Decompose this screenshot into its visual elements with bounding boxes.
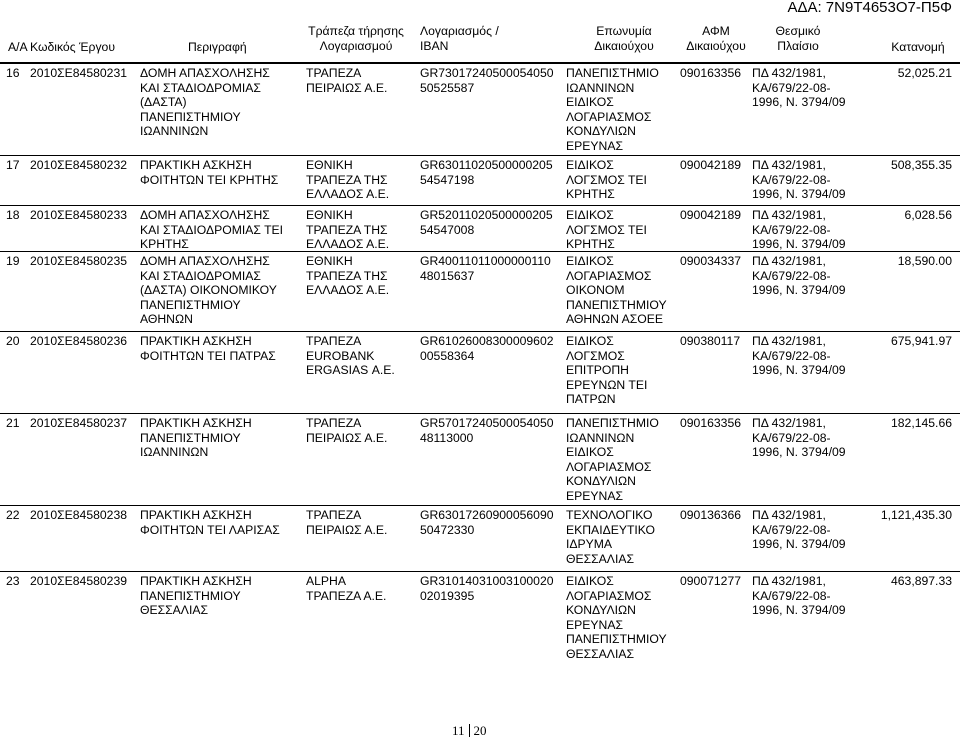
cell-code: 2010ΣΕ84580231 (30, 66, 128, 80)
cell-amount: 18,590.00 (897, 254, 952, 268)
cell-afm: 090042189 (680, 158, 742, 172)
row-divider (0, 205, 960, 206)
cell-code: 2010ΣΕ84580238 (30, 508, 128, 522)
cell-aa: 22 (6, 508, 20, 522)
cell-legal: ΠΔ 432/1981, ΚΑ/679/22-08- 1996, Ν. 3794/09 (752, 254, 846, 298)
row-divider (0, 251, 960, 252)
cell-afm: 090380117 (680, 334, 741, 348)
cell-amount: 52,025.21 (897, 66, 952, 80)
cell-legal: ΠΔ 432/1981, ΚΑ/679/22-08- 1996, Ν. 3794/09 (752, 334, 846, 378)
header-desc: Περιγραφή (188, 40, 247, 54)
cell-desc: ΠΡΑΚΤΙΚΗ ΑΣΚΗΣΗ ΦΟΙΤΗΤΩΝ ΤΕΙ ΚΡΗΤΗΣ (140, 158, 279, 187)
cell-afm: 090034337 (680, 254, 742, 268)
page-footer (452, 724, 487, 739)
cell-iban: GR63011020500000205 54547198 (420, 158, 553, 187)
cell-aa: 21 (6, 416, 20, 430)
cell-amount: 675,941.97 (891, 334, 952, 348)
cell-iban: GR52011020500000205 54547008 (420, 208, 553, 237)
cell-code: 2010ΣΕ84580235 (30, 254, 128, 268)
cell-name: ΕΙΔΙΚΟΣ ΛΟΓΣΜΟΣ ΤΕΙ ΚΡΗΤΗΣ (566, 208, 647, 252)
header-amount: Κατανομή (891, 40, 945, 54)
header-legal: Θεσμικό Πλαίσιο (775, 24, 821, 53)
row-divider (0, 505, 960, 506)
cell-desc: ΠΡΑΚΤΙΚΗ ΑΣΚΗΣΗ ΠΑΝΕΠΙΣΤΗΜΙΟΥ ΙΩΑΝΝΙΝΩΝ (140, 416, 252, 460)
cell-amount: 6,028.56 (904, 208, 952, 222)
header-afm: ΑΦΜ Δικαιούχου (686, 24, 746, 53)
cell-bank: ΤΡΑΠΕΖΑ ΠΕΙΡΑΙΩΣ Α.Ε. (306, 416, 388, 445)
cell-name: ΕΙΔΙΚΟΣ ΛΟΓΑΡΙΑΣΜΟΣ ΚΟΝΔΥΛΙΩΝ ΕΡΕΥΝΑΣ ΠΑΝΕΠΙΣΤΗΜΙΟΥ ΘΕΣΣΑΛΙΑΣ (566, 574, 667, 661)
ada-code: ΑΔΑ: 7Ν9Τ4653Ο7-Π5Φ (787, 0, 952, 16)
cell-name: ΕΙΔΙΚΟΣ ΛΟΓΣΜΟΣ ΕΠΙΤΡΟΠΗ ΕΡΕΥΝΩΝ ΤΕΙ ΠΑΤΡΩΝ (566, 334, 648, 407)
row-divider (0, 571, 960, 572)
header-bank: Τράπεζα τήρησης Λογαριασμού (308, 24, 404, 53)
cell-desc: ΔΟΜΗ ΑΠΑΣΧΟΛΗΣΗΣ ΚΑΙ ΣΤΑΔΙΟΔΡΟΜΙΑΣ (ΔΑΣΤΑ) ΟΙΚΟΝΟΜΙΚΟΥ ΠΑΝΕΠΙΣΤΗΜΙΟΥ ΑΘΗΝΩΝ (140, 254, 277, 327)
cell-desc: ΠΡΑΚΤΙΚΗ ΑΣΚΗΣΗ ΦΟΙΤΗΤΩΝ ΤΕΙ ΛΑΡΙΣΑΣ (140, 508, 280, 537)
header-code: Κωδικός Έργου (30, 40, 115, 54)
cell-afm: 090163356 (680, 416, 742, 430)
header-iban: Λογαριασμός / IBAN (420, 24, 499, 53)
page-total: 20 (473, 723, 487, 738)
cell-code: 2010ΣΕ84580233 (30, 208, 128, 222)
cell-code: 2010ΣΕ84580236 (30, 334, 128, 348)
footer-separator (469, 724, 470, 737)
cell-iban: GR73017240500054050 50525587 (420, 66, 554, 95)
cell-afm: 090163356 (680, 66, 742, 80)
cell-bank: ΤΡΑΠΕΖΑ ΠΕΙΡΑΙΩΣ Α.Ε. (306, 66, 388, 95)
cell-amount: 463,897.33 (891, 574, 952, 588)
cell-aa: 19 (6, 254, 20, 268)
cell-aa: 16 (6, 66, 20, 80)
cell-legal: ΠΔ 432/1981, ΚΑ/679/22-08- 1996, Ν. 3794/09 (752, 158, 846, 202)
cell-desc: ΔΟΜΗ ΑΠΑΣΧΟΛΗΣΗΣ ΚΑΙ ΣΤΑΔΙΟΔΡΟΜΙΑΣ (ΔΑΣΤΑ) ΠΑΝΕΠΙΣΤΗΜΙΟΥ ΙΩΑΝΝΙΝΩΝ (140, 66, 270, 139)
cell-aa: 17 (6, 158, 20, 172)
cell-desc: ΠΡΑΚΤΙΚΗ ΑΣΚΗΣΗ ΦΟΙΤΗΤΩΝ ΤΕΙ ΠΑΤΡΑΣ (140, 334, 276, 363)
cell-name: ΤΕΧΝΟΛΟΓΙΚΟ ΕΚΠΑΙΔΕΥΤΙΚΟ ΙΔΡΥΜΑ ΘΕΣΣΑΛΙΑΣ (566, 508, 656, 566)
cell-code: 2010ΣΕ84580232 (30, 158, 128, 172)
cell-code: 2010ΣΕ84580239 (30, 574, 128, 588)
cell-iban: GR63017260900056090 50472330 (420, 508, 554, 537)
cell-name: ΠΑΝΕΠΙΣΤΗΜΙΟ ΙΩΑΝΝΙΝΩΝ ΕΙΔΙΚΟΣ ΛΟΓΑΡΙΑΣΜΟΣ ΚΟΝΔΥΛΙΩΝ ΕΡΕΥΝΑΣ (566, 416, 659, 503)
cell-iban: GR31014031003100020 02019395 (420, 574, 554, 603)
row-divider (0, 331, 960, 332)
cell-bank: ΕΘΝΙΚΗ ΤΡΑΠΕΖΑ ΤΗΣ ΕΛΛΑΔΟΣ Α.Ε. (306, 254, 390, 298)
cell-bank: ΕΘΝΙΚΗ ΤΡΑΠΕΖΑ ΤΗΣ ΕΛΛΑΔΟΣ Α.Ε. (306, 158, 390, 202)
cell-legal: ΠΔ 432/1981, ΚΑ/679/22-08- 1996, Ν. 3794/09 (752, 574, 846, 618)
cell-iban: GR61026008300009602 00558364 (420, 334, 554, 363)
cell-amount: 1,121,435.30 (880, 508, 952, 522)
cell-aa: 20 (6, 334, 20, 348)
cell-afm: 090071277 (680, 574, 742, 588)
cell-bank: ΕΘΝΙΚΗ ΤΡΑΠΕΖΑ ΤΗΣ ΕΛΛΑΔΟΣ Α.Ε. (306, 208, 390, 252)
cell-name: ΕΙΔΙΚΟΣ ΛΟΓΑΡΙΑΣΜΟΣ ΟΙΚΟΝΟΜ ΠΑΝΕΠΙΣΤΗΜΙΟΥ ΑΘΗΝΩΝ ΑΣΟΕΕ (566, 254, 667, 327)
cell-aa: 18 (6, 208, 20, 222)
cell-iban: GR40011011000000110 48015637 (420, 254, 551, 283)
cell-legal: ΠΔ 432/1981, ΚΑ/679/22-08- 1996, Ν. 3794/09 (752, 208, 846, 252)
cell-name: ΠΑΝΕΠΙΣΤΗΜΙΟ ΙΩΑΝΝΙΝΩΝ ΕΙΔΙΚΟΣ ΛΟΓΑΡΙΑΣΜΟΣ ΚΟΝΔΥΛΙΩΝ ΕΡΕΥΝΑΣ (566, 66, 659, 153)
cell-name: ΕΙΔΙΚΟΣ ΛΟΓΣΜΟΣ ΤΕΙ ΚΡΗΤΗΣ (566, 158, 647, 202)
header-name: Επωνυμία Δικαιούχου (594, 24, 654, 53)
cell-bank: ΤΡΑΠΕΖΑ ΠΕΙΡΑΙΩΣ Α.Ε. (306, 508, 388, 537)
header-divider (0, 62, 960, 64)
row-divider (0, 413, 960, 414)
cell-iban: GR57017240500054050 48113000 (420, 416, 554, 445)
cell-amount: 182,145.66 (891, 416, 952, 430)
cell-legal: ΠΔ 432/1981, ΚΑ/679/22-08- 1996, Ν. 3794/09 (752, 508, 846, 552)
cell-legal: ΠΔ 432/1981, ΚΑ/679/22-08- 1996, Ν. 3794/09 (752, 66, 846, 110)
page-number: 11 (452, 723, 465, 738)
cell-bank: ΤΡΑΠΕΖΑ EUROBANK ERGASIAS Α.Ε. (306, 334, 395, 378)
header-aa: Α/Α (8, 40, 28, 54)
cell-afm: 090136366 (680, 508, 742, 522)
cell-desc: ΔΟΜΗ ΑΠΑΣΧΟΛΗΣΗΣ ΚΑΙ ΣΤΑΔΙΟΔΡΟΜΙΑΣ ΤΕΙ ΚΡΗΤΗΣ (140, 208, 284, 252)
cell-amount: 508,355.35 (891, 158, 952, 172)
row-divider (0, 155, 960, 156)
cell-code: 2010ΣΕ84580237 (30, 416, 128, 430)
cell-legal: ΠΔ 432/1981, ΚΑ/679/22-08- 1996, Ν. 3794/09 (752, 416, 846, 460)
cell-afm: 090042189 (680, 208, 742, 222)
cell-aa: 23 (6, 574, 20, 588)
cell-bank: ALPHA ΤΡΑΠΕΖΑ Α.Ε. (306, 574, 387, 603)
cell-desc: ΠΡΑΚΤΙΚΗ ΑΣΚΗΣΗ ΠΑΝΕΠΙΣΤΗΜΙΟΥ ΘΕΣΣΑΛΙΑΣ (140, 574, 252, 618)
